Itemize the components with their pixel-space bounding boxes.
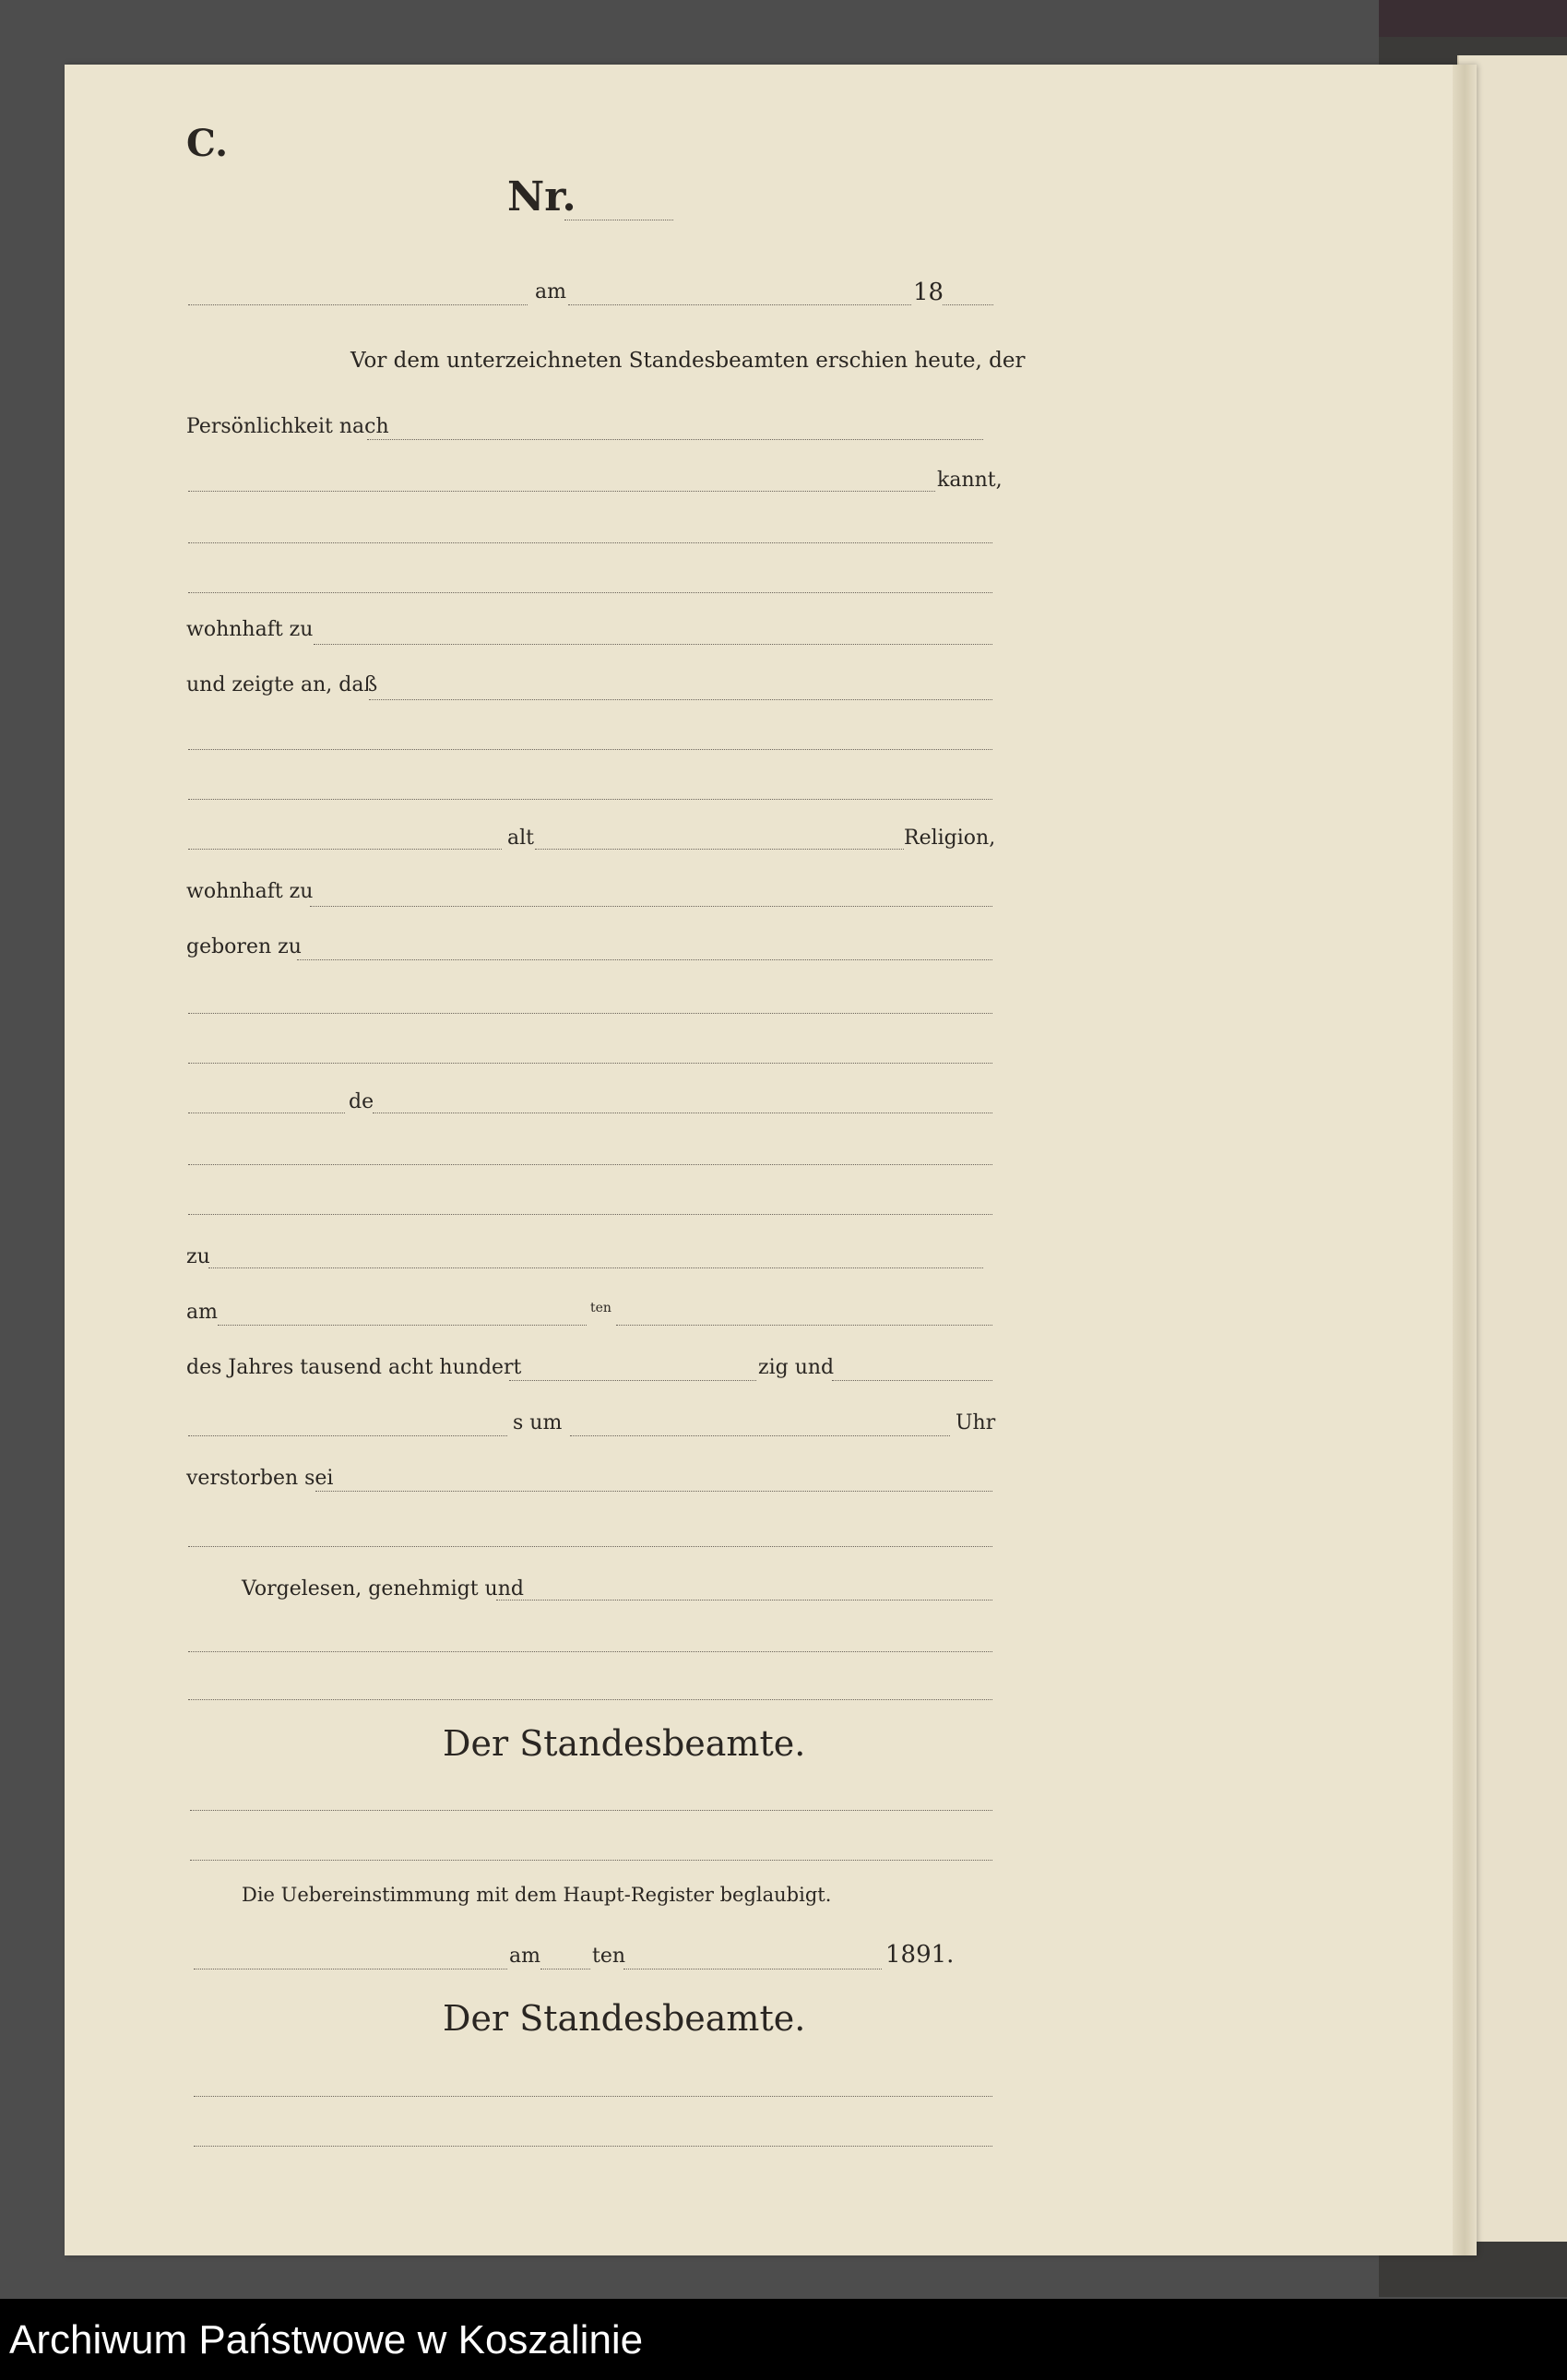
alt-label: alt: [507, 827, 534, 850]
kannt-field[interactable]: [188, 491, 935, 492]
signature-line-2[interactable]: [188, 1699, 992, 1700]
am2-label: am: [186, 1301, 218, 1324]
cert-year-label: 1891.: [885, 1941, 955, 1969]
archive-name: Archiwum Państwowe w Koszalinie: [9, 2317, 644, 2362]
verstorben-field[interactable]: [315, 1491, 992, 1492]
de-label: de: [349, 1090, 374, 1113]
year-tens-field[interactable]: [509, 1380, 756, 1381]
s-um-label: s um: [513, 1411, 563, 1434]
birth-line-2[interactable]: [188, 1063, 992, 1064]
ten-label: ten: [590, 1301, 611, 1315]
day-field[interactable]: [218, 1325, 587, 1326]
cert-am-label: am: [509, 1945, 540, 1968]
verstorben-label: verstorben sei: [186, 1467, 334, 1490]
deceased-line-2[interactable]: [188, 799, 992, 800]
year-field[interactable]: [943, 304, 993, 305]
zeigte-label: und zeigte an, daß: [186, 673, 378, 696]
jahres-label: des Jahres tausend acht hundert: [186, 1356, 522, 1379]
religion-label: Religion,: [904, 827, 996, 850]
time-field[interactable]: [570, 1435, 950, 1436]
official-signature-line-1[interactable]: [190, 1810, 992, 1811]
am-label: am: [535, 280, 566, 303]
certification-text: Die Uebereinstimmung mit dem Haupt-Register beglaubigt.: [242, 1884, 832, 1906]
wohnhaft-label: wohnhaft zu: [186, 618, 314, 641]
vorgelesen-label: Vorgelesen, genehmigt und: [242, 1577, 524, 1601]
standesbeamte-title: Der Standesbeamte.: [443, 1723, 806, 1764]
month-field[interactable]: [616, 1325, 992, 1326]
zig-und-label: zig und: [758, 1356, 835, 1379]
remarks-line[interactable]: [188, 1546, 992, 1547]
persoenlichkeit-label: Persönlichkeit nach: [186, 415, 389, 438]
page-gutter: [1453, 65, 1477, 2255]
intro-text: Vor dem unterzeichneten Standesbeamten erschien heute, der: [350, 349, 1026, 373]
record-number-label: Nr.: [507, 173, 576, 220]
cert-signature-line-2[interactable]: [194, 2146, 992, 2147]
deceased-line-1[interactable]: [188, 749, 992, 750]
wohnhaft2-label: wohnhaft zu: [186, 880, 314, 903]
spouse-line-2[interactable]: [188, 1214, 992, 1215]
wohnhaft2-field[interactable]: [310, 906, 992, 907]
wohnhaft-field[interactable]: [314, 644, 992, 645]
informant-line-2[interactable]: [188, 592, 992, 593]
signature-line-1[interactable]: [188, 1651, 992, 1652]
cert-standesbeamte-title: Der Standesbeamte.: [443, 1998, 806, 2039]
zeigte-field[interactable]: [369, 699, 992, 700]
archive-footer: [0, 2299, 1567, 2380]
year-prefix-label: 18: [913, 279, 944, 306]
time-prefix-field[interactable]: [188, 1435, 507, 1436]
place-field[interactable]: [188, 304, 528, 305]
alt-field[interactable]: [535, 849, 904, 850]
persoenlichkeit-field[interactable]: [367, 439, 983, 440]
spouse-line-1[interactable]: [188, 1164, 992, 1165]
zu-label: zu: [186, 1245, 210, 1268]
vorgelesen-field[interactable]: [496, 1600, 992, 1601]
date-field[interactable]: [568, 304, 911, 305]
zu-field[interactable]: [208, 1267, 983, 1268]
cert-signature-line-1[interactable]: [194, 2096, 992, 2097]
document-page: [65, 65, 1476, 2255]
geboren-label: geboren zu: [186, 935, 302, 958]
cert-ten-label: ten: [592, 1945, 626, 1968]
birth-line-1[interactable]: [188, 1013, 992, 1014]
informant-line-1[interactable]: [188, 542, 992, 543]
name-field[interactable]: [188, 849, 502, 850]
geboren-field[interactable]: [297, 959, 992, 960]
form-letter: C.: [186, 122, 229, 165]
kannt-label: kannt,: [937, 469, 1003, 492]
book-spine: [1379, 0, 1567, 37]
uhr-label: Uhr: [956, 1411, 996, 1434]
year-units-field[interactable]: [832, 1380, 992, 1381]
official-signature-line-2[interactable]: [190, 1860, 992, 1861]
